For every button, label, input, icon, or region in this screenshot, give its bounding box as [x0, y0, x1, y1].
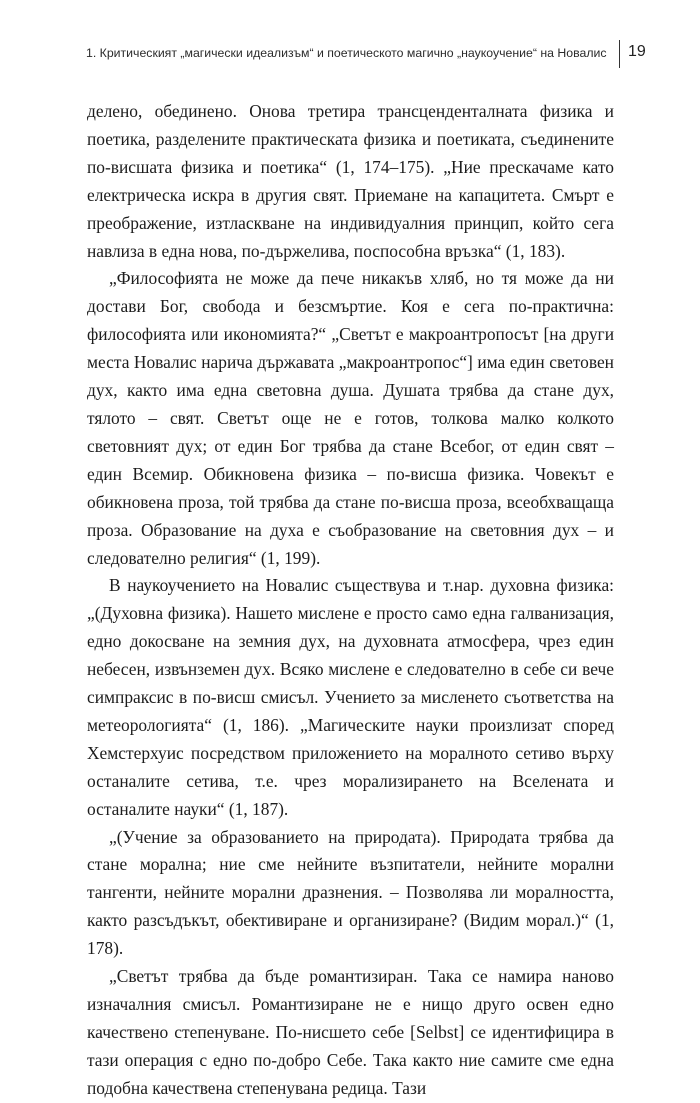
running-head-title: 1. Критическият „магически идеализъм“ и поетическото магично „наукоучение“ на Новалис	[86, 46, 607, 60]
page-number: 19	[628, 43, 646, 60]
running-head-divider	[619, 40, 620, 68]
running-head	[86, 40, 646, 70]
page-body	[87, 98, 614, 1103]
paragraph-4: „(Учение за образованието на природата). Природата трябва да стане морална; ние сме нейните възпитатели, нейните морални тангенти, нейните морални дразнения. – Позволява ли моралността, както разсъдъкът, обективиране и организиране? (Видим морал.)“ (1, 178).	[87, 826, 614, 959]
paragraph-1: делено, обединено. Онова третира трансценденталната физика и поетика, разделените практическата физика и поетиката, съединените по-висшата физика и поетика“ (1, 174–175). „Ние прескачаме като електрическа искра в другия свят. Приемане на капацитета. Смърт е преображение, изтласкване на индивидуалния принцип, който сега навлиза в една нова, по-държелива, поспособна връзка“ (1, 183).	[87, 101, 614, 261]
paragraph-2: „Философията не може да пече никакъв хляб, но тя може да ни достави Бог, свобода и безсмъртие. Коя е сега по-практична: философията или икономията?“ „Светът е макроантропосът [на други места Новалис нарича държавата „макроантропос“] има един световен дух, както има една световна душа. Душата трябва да стане дух, тялото – свят. Светът още не е готов, толкова малко колкото световният дух; от един Бог трябва да стане Всебог, от един свят – един Всемир. Обикновена физика – по-висша физика. Човекът е обикновена проза, той трябва да стане по-висша проза, всеобхващаща проза. Образование на духа е съобразование на световния дух – и следователно религия“ (1, 199).	[87, 268, 614, 568]
paragraph-3: В наукоучението на Новалис съществува и т.нар. духовна физика: „(Духовна физика). Нашето мислене е просто само една галванизация, едно докосване на земния дух, на духовната атмосфера, чрез един небесен, извънземен дух. Всяко мислене е следователно в себе си вече симпраксис в по-висш смисъл. Учението за мисленето съответства на метеорологията“ (1, 186). „Магическите науки произлизат според Хемстерхуис посредством приложението на моралното сетиво върху останалите сетива, т.е. чрез морализирането на Вселената и останалите науки“ (1, 187).	[87, 575, 614, 819]
paragraph-5: „Светът трябва да бъде романтизиран. Така се намира наново изначалния смисъл. Романтизиране не е нищо друго освен едно качествено степенуване. По-нисшето себе [Selbst] се идентифицира в тази операция с едно по-добро Себе. Така както ние самите сме една подобна качествена степенувана редица. Тази	[87, 966, 614, 1098]
